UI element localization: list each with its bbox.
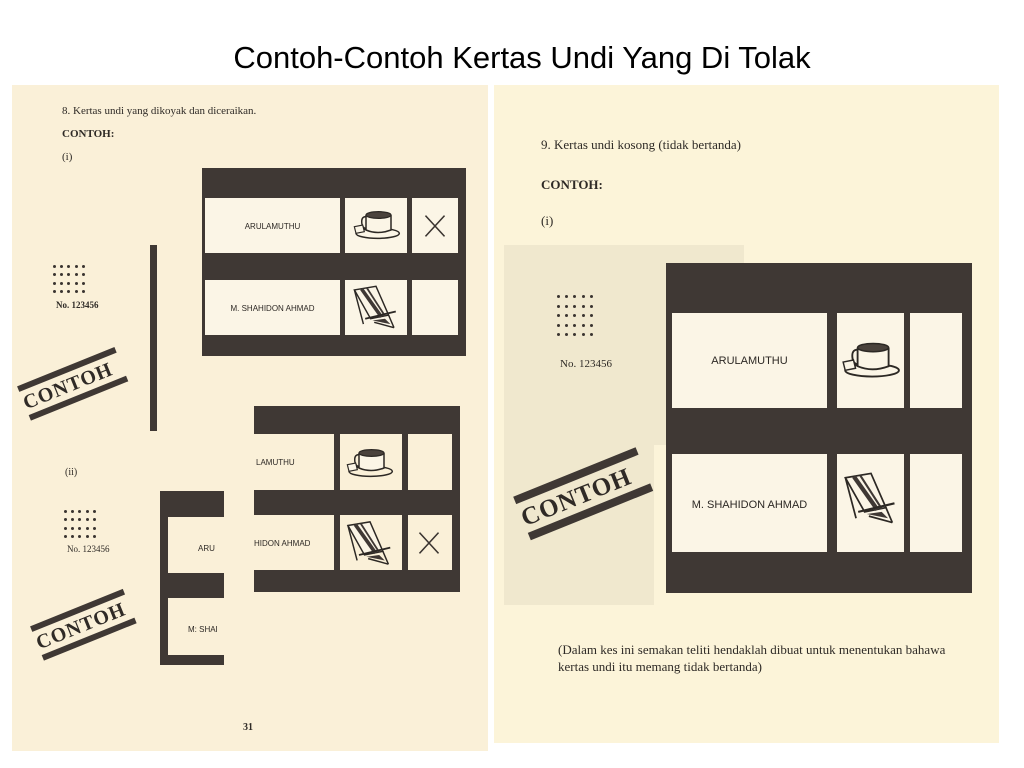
cup-and-saucer-icon — [351, 208, 401, 242]
x-mark-icon — [416, 530, 442, 556]
cup-and-saucer-icon — [839, 339, 901, 381]
serial-number: No. 123456 — [67, 544, 110, 554]
symbol-cell — [837, 454, 904, 552]
symbol-cell — [837, 313, 904, 408]
section-9-heading: 9. Kertas undi kosong (tidak bertanda) — [541, 137, 742, 152]
serial-number: No. 123456 — [560, 358, 612, 370]
contoh-stamp: CONTOH — [513, 447, 653, 540]
symbol-cell — [345, 198, 407, 253]
rejection-note: (Dalam kes ini semakan teliti hendaklah dibuat untuk menentukan bahawa kertas undi itu memang tidak bertanda) — [558, 642, 946, 674]
contoh-label: CONTOH: — [62, 128, 115, 140]
section-8-heading: 8. Kertas undi yang dikoyak dan diceraikan. — [62, 105, 257, 117]
scanned-page-left — [12, 85, 488, 751]
deck-chair-icon — [839, 470, 903, 526]
contoh-stamp: CONTOH — [30, 589, 137, 661]
serial-dot-grid — [53, 265, 85, 295]
page-number: 31 — [243, 722, 253, 733]
serial-dot-grid — [64, 510, 96, 540]
torn-ballot-right-fragment: LAMUTHU HIDON AHMAD — [254, 406, 460, 592]
example-i-label: (i) — [62, 151, 73, 163]
serial-dot-grid — [557, 295, 593, 339]
symbol-cell — [345, 280, 407, 335]
deck-chair-icon — [349, 284, 403, 330]
candidate-name-cell: ARULAMUTHU — [672, 313, 827, 408]
contoh-label: CONTOH: — [541, 177, 603, 192]
candidate-name-cell: ARULAMUTHU — [205, 198, 340, 253]
serial-number: No. 123456 — [56, 300, 99, 310]
candidate-name-cell: M. SHAHIDON AHMAD — [205, 280, 340, 335]
contoh-stamp: CONTOH — [17, 347, 128, 421]
scanned-page-right — [494, 85, 999, 743]
candidate-name-cell: M. SHAHIDON AHMAD — [672, 454, 827, 552]
vote-box[interactable] — [910, 313, 962, 408]
slide-title: Contoh-Contoh Kertas Undi Yang Di Tolak — [233, 40, 811, 75]
torn-ballot-edge — [150, 245, 157, 431]
deck-chair-icon — [342, 520, 398, 566]
example-ii-label: (ii) — [65, 467, 78, 478]
x-mark-icon — [422, 213, 448, 239]
cup-and-saucer-icon — [344, 446, 394, 480]
ballot-paper — [202, 168, 466, 356]
vote-box[interactable] — [412, 198, 458, 253]
torn-ballot-left-fragment: ARU M: SHAI — [160, 491, 224, 665]
example-i-label: (i) — [541, 213, 554, 228]
vote-box[interactable] — [412, 280, 458, 335]
vote-box[interactable] — [910, 454, 962, 552]
ballot-paper — [666, 263, 972, 593]
